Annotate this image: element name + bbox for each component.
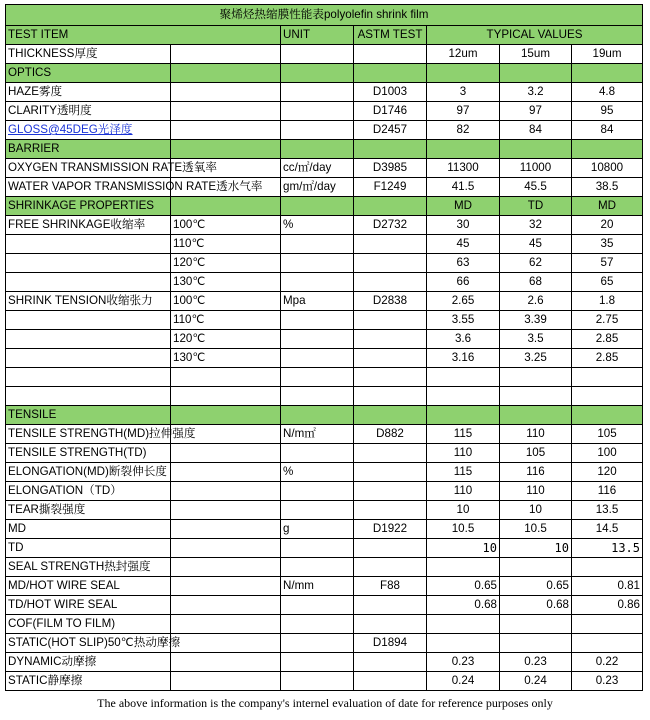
row-astm [354, 406, 427, 425]
row-astm [354, 349, 427, 368]
table-row [6, 102, 643, 121]
table-row [6, 520, 643, 539]
row-value-2: 0.65 [500, 577, 572, 596]
row-item: SHRINKAGE PROPERTIES [6, 197, 171, 216]
row-value-3 [572, 368, 643, 387]
row-subitem: 110℃ [171, 235, 281, 254]
row-value-3: 13.5 [572, 501, 643, 520]
row-astm: D882 [354, 425, 427, 444]
row-subitem [171, 102, 281, 121]
row-value-1: 3.6 [427, 330, 500, 349]
row-subitem: 100℃ [171, 216, 281, 235]
row-unit [281, 121, 354, 140]
row-value-1 [427, 368, 500, 387]
row-unit [281, 672, 354, 691]
row-value-1: 45 [427, 235, 500, 254]
row-value-1: 0.24 [427, 672, 500, 691]
table-row [6, 273, 643, 292]
row-value-3: 2.85 [572, 349, 643, 368]
row-item: STATIC(HOT SLIP)50℃热动摩擦 [6, 634, 171, 653]
row-unit [281, 45, 354, 64]
row-unit [281, 501, 354, 520]
row-value-1: 0.23 [427, 653, 500, 672]
table-row [6, 121, 643, 140]
row-subitem [171, 463, 281, 482]
table-row [6, 672, 643, 691]
table-row [6, 577, 643, 596]
row-value-1: 3 [427, 83, 500, 102]
row-astm [354, 558, 427, 577]
table-row [6, 634, 643, 653]
row-value-3 [572, 64, 643, 83]
row-subitem [171, 444, 281, 463]
row-value-2: 68 [500, 273, 572, 292]
row-value-2: 3.2 [500, 83, 572, 102]
row-value-3: 95 [572, 102, 643, 121]
row-unit [281, 64, 354, 83]
row-value-1 [427, 406, 500, 425]
row-item: FREE SHRINKAGE收缩率 [6, 216, 171, 235]
row-item [6, 330, 171, 349]
row-item: TENSILE [6, 406, 171, 425]
row-value-3: 38.5 [572, 178, 643, 197]
row-value-2: 3.25 [500, 349, 572, 368]
row-item: TD [6, 539, 171, 558]
footnote: The above information is the company's internel evaluation of date for reference purposes only [97, 696, 553, 710]
row-unit [281, 273, 354, 292]
table-row [6, 387, 643, 406]
row-value-2 [500, 615, 572, 634]
row-value-3: 0.23 [572, 672, 643, 691]
row-value-2 [500, 64, 572, 83]
row-unit [281, 140, 354, 159]
row-value-1 [427, 634, 500, 653]
row-value-3: 116 [572, 482, 643, 501]
row-value-3: MD [572, 197, 643, 216]
row-item: OPTICS [6, 64, 171, 83]
header-typical-values: TYPICAL VALUES [427, 26, 643, 45]
row-astm [354, 463, 427, 482]
row-subitem [171, 615, 281, 634]
table-row [6, 197, 643, 216]
row-value-2: 10 [500, 501, 572, 520]
row-value-3: 65 [572, 273, 643, 292]
row-value-3: 13.5 [572, 539, 643, 558]
row-astm [354, 45, 427, 64]
row-subitem: 120℃ [171, 254, 281, 273]
table-row [6, 178, 643, 197]
row-item: SEAL STRENGTH热封强度 [6, 558, 171, 577]
row-value-1: 3.55 [427, 311, 500, 330]
row-value-2: 97 [500, 102, 572, 121]
row-subitem [171, 387, 281, 406]
table-row [6, 482, 643, 501]
row-subitem: 130℃ [171, 273, 281, 292]
row-unit [281, 349, 354, 368]
row-value-1 [427, 140, 500, 159]
row-subitem [171, 596, 281, 615]
table-row [6, 368, 643, 387]
row-value-1 [427, 64, 500, 83]
row-item: CLARITY透明度 [6, 102, 171, 121]
table-row [6, 615, 643, 634]
row-value-1: 0.68 [427, 596, 500, 615]
row-unit [281, 235, 354, 254]
row-item: ELONGATION(MD)断裂伸长度 [6, 463, 171, 482]
table-row [6, 140, 643, 159]
row-unit [281, 406, 354, 425]
row-item: STATIC静摩擦 [6, 672, 171, 691]
table-row [6, 596, 643, 615]
row-astm [354, 254, 427, 273]
row-unit [281, 254, 354, 273]
row-value-1 [427, 558, 500, 577]
row-value-2: 2.6 [500, 292, 572, 311]
row-value-3: 20 [572, 216, 643, 235]
row-value-1: 82 [427, 121, 500, 140]
header-test-item: TEST ITEM [6, 26, 281, 45]
table-row [6, 539, 643, 558]
row-value-1: 97 [427, 102, 500, 121]
row-item: TENSILE STRENGTH(MD)拉伸强度 [6, 425, 171, 444]
row-unit [281, 102, 354, 121]
row-astm [354, 273, 427, 292]
table-row [6, 45, 643, 64]
row-value-2 [500, 406, 572, 425]
property-table [5, 4, 643, 691]
row-astm: D1922 [354, 520, 427, 539]
row-value-2 [500, 634, 572, 653]
row-astm: D2838 [354, 292, 427, 311]
row-value-2: 84 [500, 121, 572, 140]
row-value-3 [572, 387, 643, 406]
table-row [6, 406, 643, 425]
row-subitem: 100℃ [171, 292, 281, 311]
table-row [6, 349, 643, 368]
row-astm: F88 [354, 577, 427, 596]
row-astm [354, 197, 427, 216]
row-subitem [171, 482, 281, 501]
row-unit [281, 539, 354, 558]
row-unit [281, 615, 354, 634]
row-astm [354, 64, 427, 83]
row-value-3: 105 [572, 425, 643, 444]
row-unit [281, 634, 354, 653]
row-value-1 [427, 387, 500, 406]
row-astm [354, 387, 427, 406]
row-subitem [171, 501, 281, 520]
row-astm: F1249 [354, 178, 427, 197]
row-value-3: 0.86 [572, 596, 643, 615]
row-value-3: 14.5 [572, 520, 643, 539]
row-value-3: 4.8 [572, 83, 643, 102]
row-value-2: 0.68 [500, 596, 572, 615]
row-item[interactable] [6, 121, 171, 140]
row-value-1: 66 [427, 273, 500, 292]
row-value-1: 110 [427, 444, 500, 463]
row-value-3: 2.75 [572, 311, 643, 330]
row-value-2: 110 [500, 482, 572, 501]
table-row [6, 653, 643, 672]
row-subitem [171, 520, 281, 539]
row-astm [354, 615, 427, 634]
row-astm: D1894 [354, 634, 427, 653]
row-astm [354, 482, 427, 501]
row-astm: D2732 [354, 216, 427, 235]
row-value-2: 0.24 [500, 672, 572, 691]
row-item [6, 311, 171, 330]
row-item: COF(FILM TO FILM) [6, 615, 171, 634]
row-value-2 [500, 387, 572, 406]
row-value-2: 110 [500, 425, 572, 444]
row-value-3: 0.81 [572, 577, 643, 596]
row-value-2: 45 [500, 235, 572, 254]
row-item: WATER VAPOR TRANSMISSION RATE透水气率 [6, 178, 171, 197]
row-value-1: 12um [427, 45, 500, 64]
row-value-1: 41.5 [427, 178, 500, 197]
row-subitem [171, 64, 281, 83]
row-value-3: 35 [572, 235, 643, 254]
row-astm [354, 311, 427, 330]
row-astm [354, 368, 427, 387]
row-value-2: 3.5 [500, 330, 572, 349]
row-astm [354, 596, 427, 615]
row-value-3: 100 [572, 444, 643, 463]
row-value-1: 0.65 [427, 577, 500, 596]
row-unit [281, 596, 354, 615]
row-value-1: 30 [427, 216, 500, 235]
row-unit [281, 83, 354, 102]
row-value-3: 57 [572, 254, 643, 273]
row-item [6, 349, 171, 368]
row-value-1: 115 [427, 463, 500, 482]
row-value-2: 11000 [500, 159, 572, 178]
row-value-3 [572, 634, 643, 653]
row-value-2 [500, 558, 572, 577]
row-value-2: 10 [500, 539, 572, 558]
row-astm [354, 539, 427, 558]
row-astm: D1003 [354, 83, 427, 102]
row-item: ELONGATION（TD） [6, 482, 171, 501]
table-row [6, 425, 643, 444]
table-row [6, 292, 643, 311]
row-subitem [171, 197, 281, 216]
row-item: TENSILE STRENGTH(TD) [6, 444, 171, 463]
row-unit: N/m㎡ [281, 425, 354, 444]
row-value-2: TD [500, 197, 572, 216]
row-value-3 [572, 140, 643, 159]
row-value-3: 10800 [572, 159, 643, 178]
header-astm: ASTM TEST [354, 26, 427, 45]
row-value-3: 120 [572, 463, 643, 482]
row-value-1: MD [427, 197, 500, 216]
row-unit: % [281, 463, 354, 482]
title-row [6, 5, 643, 26]
row-value-2: 116 [500, 463, 572, 482]
row-item: MD [6, 520, 171, 539]
row-item [6, 235, 171, 254]
table-row [6, 235, 643, 254]
row-value-1: 10 [427, 539, 500, 558]
row-astm: D3985 [354, 159, 427, 178]
row-unit [281, 368, 354, 387]
row-value-2: 10.5 [500, 520, 572, 539]
row-astm [354, 140, 427, 159]
row-unit: N/mm [281, 577, 354, 596]
row-subitem [171, 672, 281, 691]
row-subitem [171, 634, 281, 653]
table-row [6, 216, 643, 235]
row-value-2: 15um [500, 45, 572, 64]
table-row [6, 501, 643, 520]
row-item: DYNAMIC动摩擦 [6, 653, 171, 672]
row-unit: Mpa [281, 292, 354, 311]
row-value-2: 3.39 [500, 311, 572, 330]
row-unit [281, 653, 354, 672]
row-value-2: 62 [500, 254, 572, 273]
row-subitem [171, 368, 281, 387]
row-value-1: 110 [427, 482, 500, 501]
row-value-1: 11300 [427, 159, 500, 178]
row-item [6, 368, 171, 387]
row-unit [281, 387, 354, 406]
row-subitem [171, 539, 281, 558]
row-item: BARRIER [6, 140, 171, 159]
row-value-3: 0.22 [572, 653, 643, 672]
row-item: MD/HOT WIRE SEAL [6, 577, 171, 596]
row-astm [354, 330, 427, 349]
row-unit [281, 311, 354, 330]
row-unit: gm/㎡/day [281, 178, 354, 197]
row-value-1: 10 [427, 501, 500, 520]
table-row [6, 558, 643, 577]
row-unit [281, 558, 354, 577]
row-astm: D1746 [354, 102, 427, 121]
row-value-2: 0.23 [500, 653, 572, 672]
row-value-1: 2.65 [427, 292, 500, 311]
row-unit [281, 482, 354, 501]
row-item: TEAR撕裂强度 [6, 501, 171, 520]
header-row [6, 26, 643, 45]
table-row [6, 444, 643, 463]
table-title: 聚烯烃热缩膜性能表polyolefin shrink film [6, 5, 643, 26]
row-subitem [171, 653, 281, 672]
row-value-2: 105 [500, 444, 572, 463]
row-unit: g [281, 520, 354, 539]
row-subitem [171, 406, 281, 425]
row-item [6, 273, 171, 292]
row-value-2 [500, 368, 572, 387]
row-item: HAZE雾度 [6, 83, 171, 102]
row-subitem [171, 45, 281, 64]
header-unit: UNIT [281, 26, 354, 45]
row-value-2: 32 [500, 216, 572, 235]
row-subitem [171, 121, 281, 140]
row-astm: D2457 [354, 121, 427, 140]
row-astm [354, 501, 427, 520]
table-row [6, 330, 643, 349]
table-row [6, 254, 643, 273]
row-value-3 [572, 615, 643, 634]
row-value-1: 115 [427, 425, 500, 444]
row-item: THICKNESS厚度 [6, 45, 171, 64]
row-subitem [171, 83, 281, 102]
row-item: TD/HOT WIRE SEAL [6, 596, 171, 615]
row-item: SHRINK TENSION收缩张力 [6, 292, 171, 311]
row-unit: % [281, 216, 354, 235]
row-subitem [171, 577, 281, 596]
row-subitem [171, 140, 281, 159]
table-row [6, 311, 643, 330]
row-value-3: 84 [572, 121, 643, 140]
row-astm [354, 653, 427, 672]
row-subitem: 110℃ [171, 311, 281, 330]
row-subitem: 120℃ [171, 330, 281, 349]
row-value-1: 10.5 [427, 520, 500, 539]
row-item [6, 387, 171, 406]
row-value-1: 3.16 [427, 349, 500, 368]
row-astm [354, 672, 427, 691]
row-subitem: 130℃ [171, 349, 281, 368]
row-value-1: 63 [427, 254, 500, 273]
row-astm [354, 444, 427, 463]
row-value-3 [572, 558, 643, 577]
row-subitem [171, 558, 281, 577]
row-value-3 [572, 406, 643, 425]
row-value-3: 1.8 [572, 292, 643, 311]
row-unit [281, 330, 354, 349]
table-row [6, 83, 643, 102]
row-astm [354, 235, 427, 254]
row-unit [281, 444, 354, 463]
table-row [6, 463, 643, 482]
row-unit: cc/㎡/day [281, 159, 354, 178]
row-value-2: 45.5 [500, 178, 572, 197]
row-item [6, 254, 171, 273]
row-value-3: 19um [572, 45, 643, 64]
row-value-1 [427, 615, 500, 634]
table-row [6, 64, 643, 83]
table-row [6, 159, 643, 178]
row-value-3: 2.85 [572, 330, 643, 349]
row-item: OXYGEN TRANSMISSION RATE透氧率 [6, 159, 171, 178]
row-unit [281, 197, 354, 216]
gloss-link[interactable]: GLOSS@45DEG光泽度 [8, 123, 133, 136]
row-value-2 [500, 140, 572, 159]
